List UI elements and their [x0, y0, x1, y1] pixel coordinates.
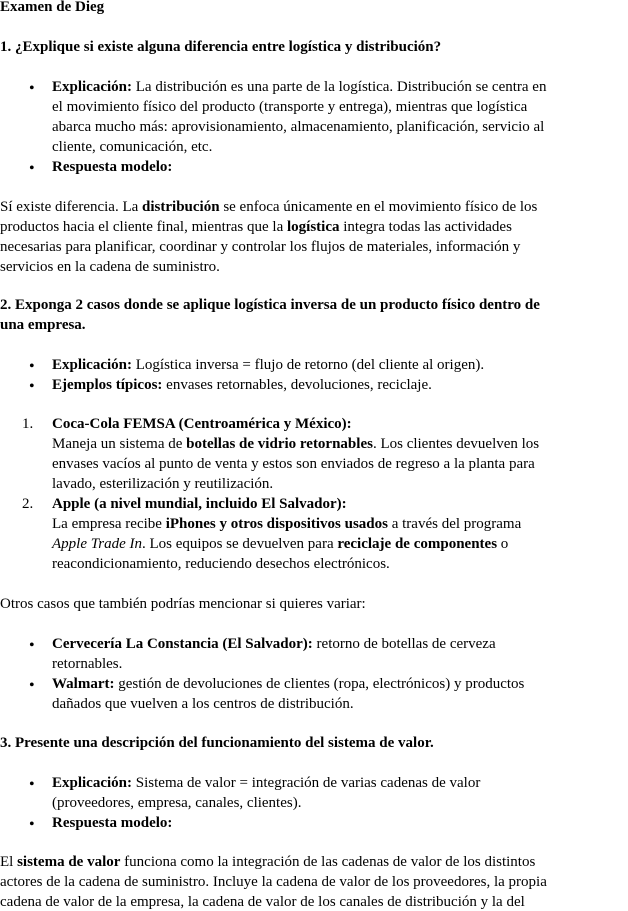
label-explicacion: Explicación: [52, 357, 133, 373]
text-bold: botellas de vidrio retornables [186, 436, 373, 452]
text: . Los equipos se devuelven para [142, 536, 338, 552]
otro-caso-2-line-2: dañados que vuelven a los centros de distribución. [52, 696, 354, 712]
question-2-heading-line-2: una empresa. [0, 317, 86, 333]
text: . Los clientes devuelven los [372, 436, 540, 452]
bullet-icon [29, 364, 37, 372]
text: Logística inversa = flujo de retorno (del cliente al origen). [132, 357, 485, 373]
q3-answer-line-2: actores de la cadena de suministro. Incluye la cadena de valor de los proveedores, la propia [0, 874, 547, 890]
case-2-line-3: reacondicionamiento, reduciendo desechos electrónicos. [52, 556, 390, 572]
q3-answer-line-1 [0, 852, 535, 872]
text-bold: iPhones y otros dispositivos usados [165, 516, 388, 532]
text: El [0, 854, 18, 870]
text: se enfoca únicamente en el movimiento físico de los [219, 199, 538, 215]
text: La empresa recibe [52, 516, 166, 532]
q1-answer-line-3: necesarias para planificar, coordinar y controlar los flujos de materiales, información y [0, 239, 521, 255]
bullet-icon [29, 166, 37, 174]
text: retorno de botellas de cerveza [312, 636, 496, 652]
label-explicacion: Explicación: [52, 79, 133, 95]
text-bold: logística [286, 219, 340, 235]
label-cerveceria: Cervecería La Constancia (El Salvador): [52, 636, 313, 652]
text: integra todas las actividades [339, 219, 512, 235]
bullet-icon [29, 384, 37, 392]
bullet-icon [29, 782, 37, 790]
q3-answer-line-3: cadena de valor de la empresa, la cadena de valor de los canales de distribución y la del [0, 894, 525, 910]
q3-explicacion-line-1 [52, 773, 480, 793]
case-1-line-1 [52, 434, 539, 454]
case-1-title: Coca-Cola FEMSA (Centroamérica y México): [52, 416, 352, 432]
bullet-icon [29, 822, 37, 830]
text-bold: reciclaje de componentes [337, 536, 498, 552]
q1-explicacion-line-2: el movimiento físico del producto (transporte y entrega), mientras que logística [52, 99, 528, 115]
text: La distribución es una parte de la logística. Distribución se centra en [132, 79, 547, 95]
q1-explicacion-line-3: abarca mucho más: aprovisionamiento, almacenamiento, planificación, servicio al [52, 119, 545, 135]
q2-explicacion [52, 355, 484, 375]
text-bold: distribución [142, 199, 220, 215]
text-bold: sistema de valor [17, 854, 121, 870]
label-explicacion: Explicación: [52, 775, 133, 791]
question-3-heading: 3. Presente una descripción del funcionamiento del sistema de valor. [0, 735, 434, 751]
document-title: Examen de Dieg [0, 0, 105, 15]
label-walmart: Walmart: [52, 676, 115, 692]
q3-respuesta-label: Respuesta modelo: [52, 815, 173, 831]
q2-ejemplos [52, 375, 432, 395]
text: Sí existe diferencia. La [0, 199, 143, 215]
text: funciona como la integración de las cadenas de valor de los distintos [120, 854, 536, 870]
q1-answer-line-1 [0, 197, 537, 217]
text: a través del programa [387, 516, 522, 532]
q3-explicacion-line-2: (proveedores, empresa, canales, clientes). [52, 795, 302, 811]
otros-casos-intro: Otros casos que también podrías mencionar si quieres variar: [0, 596, 366, 612]
q1-answer-line-2 [0, 217, 512, 237]
text: o [497, 536, 509, 552]
question-2-heading-line-1: 2. Exponga 2 casos donde se aplique logística inversa de un producto físico dentro de [0, 297, 540, 313]
q1-explicacion-line-1 [52, 77, 546, 97]
question-1-heading: 1. ¿Explique si existe alguna diferencia entre logística y distribución? [0, 39, 442, 55]
list-number-2: 2. [22, 496, 34, 512]
list-number-1: 1. [22, 416, 34, 432]
label-ejemplos: Ejemplos típicos: [52, 377, 163, 393]
q1-answer-line-4: servicios en la cadena de suministro. [0, 259, 220, 275]
text: gestión de devoluciones de clientes (ropa, electrónicos) y productos [114, 676, 525, 692]
otro-caso-2-line-1 [52, 674, 524, 694]
bullet-icon [29, 86, 37, 94]
q1-explicacion-line-4: cliente, comunicación, etc. [52, 139, 213, 155]
q1-respuesta-label: Respuesta modelo: [52, 159, 173, 175]
text: Maneja un sistema de [52, 436, 187, 452]
case-1-line-2: envases vacíos al punto de venta y estos son enviados de regreso a la planta para [52, 456, 535, 472]
bullet-icon [29, 683, 37, 691]
otro-caso-1-line-1 [52, 634, 496, 654]
text: productos hacia el cliente final, mientras que la [0, 219, 287, 235]
text-italic: Apple Trade In [52, 536, 142, 552]
case-1-line-3: lavado, esterilización y reutilización. [52, 476, 274, 492]
bullet-icon [29, 643, 37, 651]
case-2-line-2 [52, 534, 508, 554]
text: envases retornables, devoluciones, reciclaje. [162, 377, 432, 393]
text: Sistema de valor = integración de varias cadenas de valor [132, 775, 481, 791]
otro-caso-1-line-2: retornables. [52, 656, 123, 672]
case-2-title: Apple (a nivel mundial, incluido El Salvador): [52, 496, 347, 512]
case-2-line-1 [52, 514, 521, 534]
